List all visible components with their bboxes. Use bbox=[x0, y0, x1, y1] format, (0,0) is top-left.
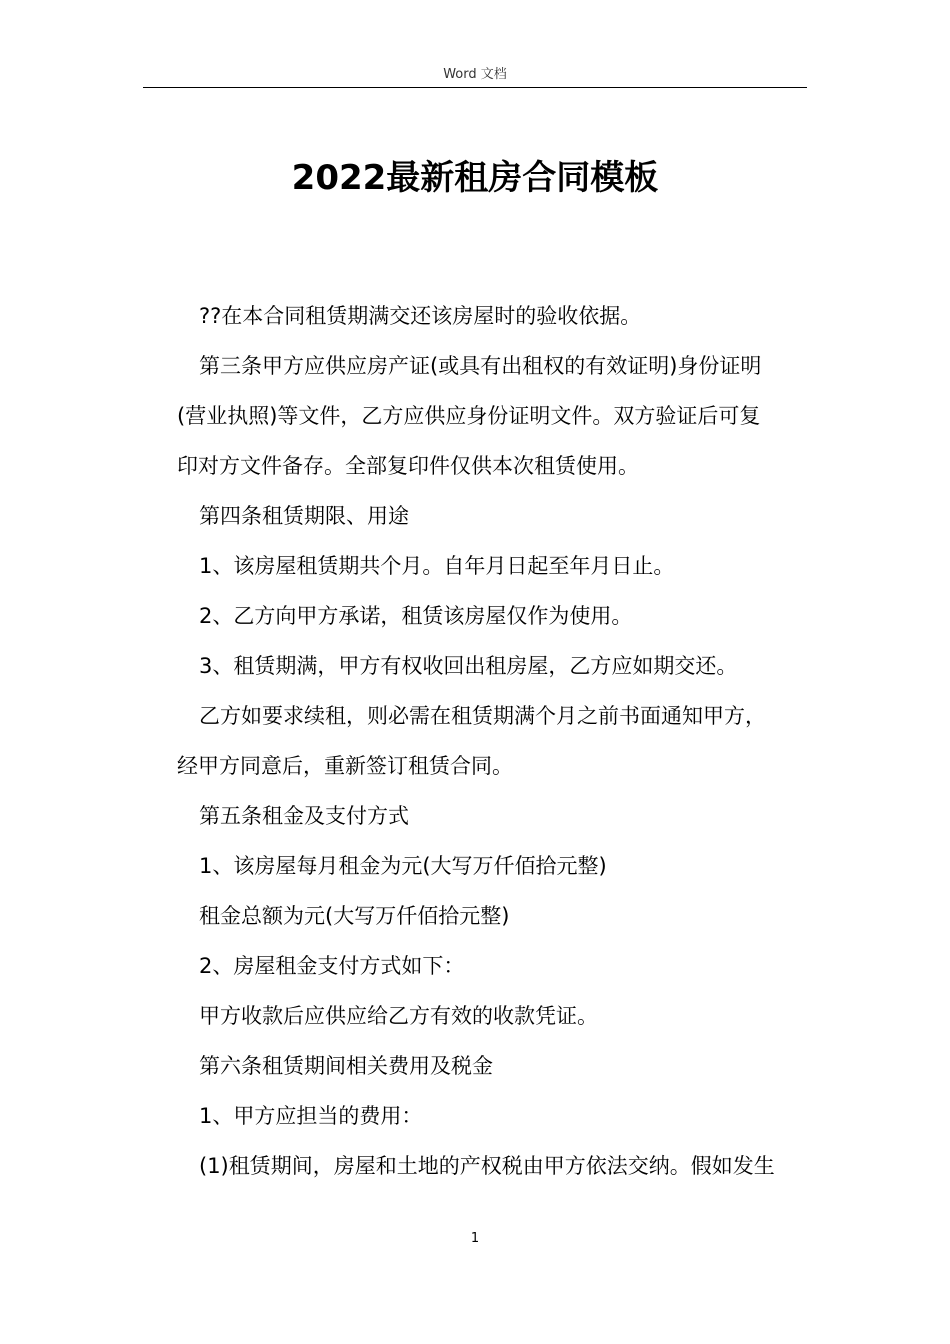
body-line: 2、乙方向甲方承诺，租赁该房屋仅作为使用。 bbox=[199, 604, 633, 628]
page-number: 1 bbox=[470, 1231, 480, 1246]
body-line: 1、该房屋租赁期共个月。自年月日起至年月日止。 bbox=[199, 554, 675, 578]
body-line: 第五条租金及支付方式 bbox=[199, 804, 409, 828]
body-line: (1)租赁期间，房屋和土地的产权税由甲方依法交纳。假如发生 bbox=[199, 1154, 775, 1178]
body-line: 第六条租赁期间相关费用及税金 bbox=[199, 1054, 493, 1078]
document-body bbox=[177, 291, 807, 1191]
page-header-label: Word 文档 bbox=[443, 67, 507, 82]
body-line: 第三条甲方应供应房产证(或具有出租权的有效证明)身份证明 bbox=[199, 354, 762, 378]
header-divider bbox=[143, 87, 807, 88]
body-line: 1、该房屋每月租金为元(大写万仟佰拾元整) bbox=[199, 854, 607, 878]
body-line: 2、房屋租金支付方式如下： bbox=[199, 954, 465, 978]
body-line: 甲方收款后应供应给乙方有效的收款凭证。 bbox=[199, 1004, 598, 1028]
body-line: 第四条租赁期限、用途 bbox=[199, 504, 409, 528]
body-line: 租金总额为元(大写万仟佰拾元整) bbox=[199, 904, 510, 928]
body-line: 印对方文件备存。全部复印件仅供本次租赁使用。 bbox=[177, 454, 639, 478]
body-line: 1、甲方应担当的费用： bbox=[199, 1104, 423, 1128]
body-line: 3、租赁期满，甲方有权收回出租房屋，乙方应如期交还。 bbox=[199, 654, 738, 678]
body-line: 经甲方同意后，重新签订租赁合同。 bbox=[177, 754, 513, 778]
body-line: ??在本合同租赁期满交还该房屋时的验收依据。 bbox=[199, 304, 642, 328]
body-line: 乙方如要求续租，则必需在租赁期满个月之前书面通知甲方， bbox=[199, 704, 766, 728]
body-line: (营业执照)等文件，乙方应供应身份证明文件。双方验证后可复 bbox=[177, 404, 761, 428]
document-title: 2022最新租房合同模板 bbox=[291, 158, 659, 198]
